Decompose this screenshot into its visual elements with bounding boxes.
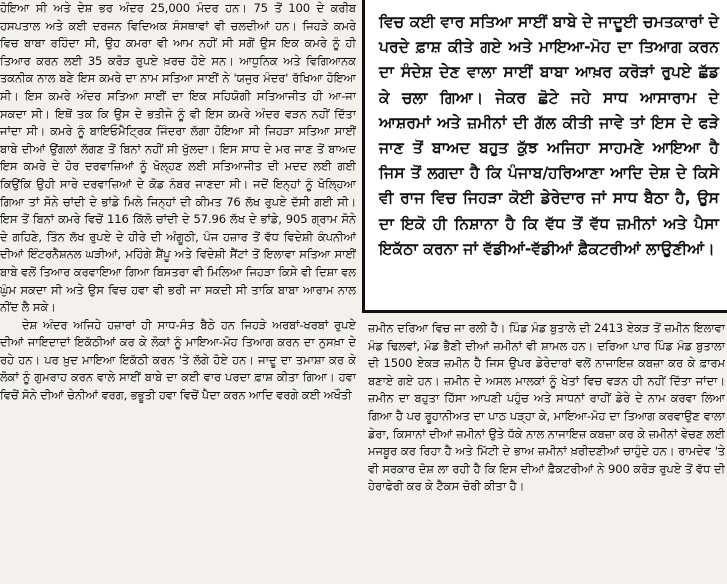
right-paragraph: ਜ਼ਮੀਨ ਦਰਿਆ ਵਿਚ ਜਾ ਰਲੀ ਹੈ। ਪਿੰਡ ਮੰਡ ਬੁਤਾਲੇ ਦੀ 2413 ਏਕੜ ਤੋਂ ਜ਼ਮੀਨ ਇਲਾਵਾ ਮੰਡ ਢਿਲਵਾਂ, ਮੰਡ ਭੈਣੀ ਦੀਆਂ ਜ਼ਮੀਨਾਂ ਵੀ ਸ਼ਾਮਲ ਹਨ। ਦਰਿਆ ਪਾਰ ਪਿੰਡ ਮੰਡ ਬੁਤਾਲਾ ਦੀ 1500 ਏਕੜ ਜ਼ਮੀਨ ਹੈ ਜਿਸ ਉਪਰ ਡੇਰੇਦਾਰਾਂ ਵਲੋਂ ਨਾਜਾਇਜ਼ ਕਬਜ਼ਾ ਕਰ ਕੇ ਫ਼ਾਰਮ ਬਣਾਏ ਗਏ ਹਨ। ਜ਼ਮੀਨ ਦੇ ਅਸਲ ਮਾਲਕਾਂ ਨੂੰ ਖੇਤਾਂ ਵਿਚ ਵੜਨ ਹੀ ਨਹੀਂ ਦਿੱਤਾ ਜਾਂਦਾ। ਜ਼ਮੀਨ ਦਾ ਬਹੁਤਾ ਹਿੱਸਾ ਆਪਣੀ ਪਹੁੰਚ ਅਤੇ ਸਾਧਨਾਂ ਰਾਹੀਂ ਡੇਰੇ ਦੇ ਨਾਮ ਕਰਵਾ ਲਿਆ ਗਿਆ ਹੈ ਪਰ ਰੂਹਾਨੀਅਤ ਦਾ ਪਾਠ ਪੜ੍ਹਾ ਕੇ, ਮਾਇਆ-ਮੋਹ ਦਾ ਤਿਆਗ ਕਰਵਾਉਣ ਵਾਲਾ ਡੇਰਾ, ਕਿਸਾਨਾਂ ਦੀਆਂ ਜ਼ਮੀਨਾਂ ਉਤੇ ਧੱਕੇ ਨਾਲ ਨਾਜਾਇਜ਼ ਕਬਜ਼ਾ ਕਰ ਕੇ ਜ਼ਮੀਨਾਂ ਵੇਚਣ ਲਈ ਮਜਬੂਰ ਕਰ ਰਿਹਾ ਹੈ ਅਤੇ ਮਿੱਟੀ ਦੇ ਭਾਅ ਜ਼ਮੀਨਾਂ ਖ਼ਰੀਦਣੀਆਂ ਚਾਹੁੰਦੇ ਹਨ। ਰਾਮਦੇਵ 'ਤੇ ਵੀ ਸਰਕਾਰ ਦੋਸ਼ ਲਾ ਰਹੀ ਹੈ ਕਿ ਇਸ ਦੀਆਂ ਫ਼ੈਕਟਰੀਆਂ ਨੇ 900 ਕਰੋੜ ਰੁਪਏ ਤੋਂ ਵੱਧ ਦੀ ਹੇਰਾਫੇਰੀ ਕਰ ਕੇ ਟੈਕਸ ਚੋਰੀ ਕੀਤਾ ਹੈ। <box>368 321 725 494</box>
left-column <box>0 0 356 584</box>
right-column <box>368 320 725 584</box>
left-paragraph-2: ਦੇਸ਼ ਅੰਦਰ ਅਜਿਹੇ ਹਜ਼ਾਰਾਂ ਹੀ ਸਾਧ-ਸੰਤ ਬੈਠੇ ਹਨ ਜਿਹੜੇ ਅਰਬਾਂ-ਖਰਬਾਂ ਰੁਪਏ ਦੀਆਂ ਜਾਇਦਾਦਾਂ ਇਕੱਠੀਆਂ ਕਰ ਕੇ ਲੋਕਾਂ ਨੂੰ ਮਾਇਆ-ਮੋਹ ਤਿਆਗ ਕਰਨ ਦਾ ਨੁਸਖ਼ਾ ਦੇ ਰਹੇ ਹਨ। ਪਰ ਖ਼ੁਦ ਮਾਇਆ ਇਕੱਠੀ ਕਰਨ 'ਤੇ ਲੱਗੇ ਹੋਏ ਹਨ। ਜਾਦੂ ਦਾ ਤਮਾਸ਼ਾ ਕਰ ਕੇ ਲੋਕਾਂ ਨੂੰ ਗੁਮਰਾਹ ਕਰਨ ਵਾਲੇ ਸਾਈਂ ਬਾਬੇ ਦਾ ਕਈ ਵਾਰ ਪਰਦਾ ਫ਼ਾਸ਼ ਕੀਤਾ ਗਿਆ। ਹਵਾ ਵਿਚੋਂ ਸੋਨੇ ਦੀਆਂ ਚੇਨੀਆਂ ਵਰਗ, ਭਭੂਤੀ ਹਵਾ ਵਿਚੋਂ ਪੈਦਾ ਕਰਨ ਆਦਿ ਵਰਗੇ ਕਈ ਅਖੌਤੀ <box>0 317 356 403</box>
pullquote-text: ਵਿਚ ਕਈ ਵਾਰ ਸਤਿਆ ਸਾਈਂ ਬਾਬੇ ਦੇ ਜਾਦੂਈ ਚਮਤਕਾਰਾਂ ਦੇ ਪਰਦੇ ਫ਼ਾਸ਼ ਕੀਤੇ ਗਏ ਅਤੇ ਮਾਇਆ-ਮੋਹ ਦਾ ਤਿਆਗ ਕਰਨ ਦਾ ਸੰਦੇਸ਼ ਦੇਣ ਵਾਲਾ ਸਾਈਂ ਬਾਬਾ ਆਖ਼ਰ ਕਰੋੜਾਂ ਰੁਪਏ ਛੱਡ ਕੇ ਚਲਾ ਗਿਆ। ਜੇਕਰ ਛੋਟੇ ਜਹੇ ਸਾਧ ਆਸਾਰਾਮ ਦੇ ਆਸ਼ਰਮਾਂ ਅਤੇ ਜ਼ਮੀਨਾਂ ਦੀ ਗੱਲ ਕੀਤੀ ਜਾਵੇ ਤਾਂ ਇਸ ਦੇ ਫੜੇ ਜਾਣ ਤੋਂ ਬਾਅਦ ਬਹੁਤ ਕੁੱਝ ਅਜਿਹਾ ਸਾਹਮਣੇ ਆਇਆ ਹੈ ਜਿਸ ਤੋਂ ਲਗਦਾ ਹੈ ਕਿ ਪੰਜਾਬ/ਹਰਿਆਣਾ ਆਦਿ ਦੇਸ਼ ਦੇ ਕਿਸੇ ਵੀ ਰਾਜ ਵਿਚ ਜਿਹੜਾ ਕੋਈ ਡੇਰੇਦਾਰ ਜਾਂ ਸਾਧ ਬੈਠਾ ਹੈ, ਉਸ ਦਾ ਇਕੋ ਹੀ ਨਿਸ਼ਾਨਾ ਹੈ ਕਿ ਵੱਧ ਤੋਂ ਵੱਧ ਜ਼ਮੀਨਾਂ ਅਤੇ ਪੈਸਾ ਇਕੱਠਾ ਕਰਨਾ ਜਾਂ ਵੱਡੀਆਂ-ਵੱਡੀਆਂ ਫ਼ੈਕਟਰੀਆਂ ਲਾਉਣੀਆਂ। <box>379 13 719 258</box>
pullquote-box <box>362 0 727 313</box>
left-paragraph-1: ਹੋਇਆ ਸੀ ਅਤੇ ਦੇਸ਼ ਭਰ ਅੰਦਰ 25,000 ਮੰਦਰ ਹਨ। 75 ਤੋਂ 100 ਦੇ ਕਰੀਬ ਹਸਪਤਾਲ ਅਤੇ ਕਈ ਦਰਜਨ ਵਿਦਿਅਕ ਸੰਸਥਾਵਾਂ ਵੀ ਚਲਦੀਆਂ ਹਨ। ਜਿਹੜੇ ਕਮਰੇ ਵਿਚ ਬਾਬਾ ਰਹਿੰਦਾ ਸੀ, ਉਹ ਕਮਰਾ ਵੀ ਆਮ ਨਹੀਂ ਸੀ ਸਗੋਂ ਉਸ ਇਕ ਕਮਰੇ ਨੂੰ ਹੀ ਤਿਆਰ ਕਰਨ ਲਈ 35 ਕਰੋੜ ਰੁਪਏ ਖ਼ਰਚ ਹੋਏ ਸਨ। ਆਧੁਨਿਕ ਅਤੇ ਵਿਗਿਆਨਕ ਤਕਨੀਕ ਨਾਲ ਬਣੇ ਇਸ ਕਮਰੇ ਦਾ ਨਾਮ ਸਤਿਆ ਸਾਈਂ ਨੇ 'ਯਜੁਰ ਮੰਦਰ' ਰੱਖਿਆ ਹੋਇਆ ਸੀ। ਇਸ ਕਮਰੇ ਅੰਦਰ ਸਤਿਆ ਸਾਈਂ ਦਾ ਇਕ ਸਹਿਯੋਗੀ ਸਤਿਆਜੀਤ ਹੀ ਆ-ਜਾ ਸਕਦਾ ਸੀ। ਇਥੋਂ ਤਕ ਕਿ ਉਸ ਦੇ ਭਤੀਜੇ ਨੂੰ ਵੀ ਇਸ ਕਮਰੇ ਅੰਦਰ ਵੜਨ ਨਹੀਂ ਦਿੱਤਾ ਜਾਂਦਾ ਸੀ। ਕਮਰੇ ਨੂੰ ਬਾਇਓਮੈਟ੍ਰਿਕ ਜਿੰਦਰਾ ਲੱਗਾ ਹੋਇਆ ਸੀ ਜਿਹੜਾ ਸਤਿਆ ਸਾਈਂ ਬਾਬੇ ਦੀਆਂ ਉਂਗਲਾਂ ਲੱਗਣ ਤੋਂ ਬਿਨਾਂ ਨਹੀਂ ਸੀ ਖੁੱਲਦਾ। ਇਸ ਸਾਧ ਦੇ ਮਰ ਜਾਣ ਤੋਂ ਬਾਅਦ ਇਸ ਕਮਰੇ ਦੇ ਹੋਰ ਦਰਵਾਜ਼ਿਆਂ ਨੂੰ ਖੋਲ੍ਹਣ ਲਈ ਸਤਿਆਜੀਤ ਦੀ ਮਦਦ ਲਈ ਗਈ ਕਿਉਂਕਿ ਉਹੀ ਸਾਰੇ ਦਰਵਾਜ਼ਿਆਂ ਦੇ ਕੋਡ ਨੰਬਰ ਜਾਣਦਾ ਸੀ। ਜਦੋਂ ਇਨ੍ਹਾਂ ਨੂੰ ਖੋਲ੍ਹਿਆ ਗਿਆ ਤਾਂ ਸੋਨੇ ਚਾਂਦੀ ਦੇ ਭਾਂਡੇ ਮਿਲੇ ਜਿਨ੍ਹਾਂ ਦੀ ਕੀਮਤ 76 ਲੱਖ ਰੁਪਏ ਦੱਸੀ ਗਈ ਸੀ। ਇਸ ਤੋਂ ਬਿਨਾਂ ਕਮਰੇ ਵਿਚੋਂ 116 ਕਿੱਲੋ ਚਾਂਦੀ ਦੇ 57.96 ਲੱਖ ਦੇ ਭਾਂਡੇ, 905 ਗ੍ਰਾਮ ਸੋਨੇ ਦੇ ਗਹਿਣੇ, ਤਿੰਨ ਲੱਖ ਰੁਪਏ ਦੇ ਹੀਰੇ ਦੀ ਅੰਗੂਠੀ, ਪੰਜ ਹਜ਼ਾਰ ਤੋਂ ਵੱਧ ਵਿਦੇਸ਼ੀ ਕੰਪਨੀਆਂ ਦੀਆਂ ਇੰਟਰਨੈਸ਼ਨਲ ਘੜੀਆਂ, ਮਹਿੰਗੇ ਸ਼ੈਂਪੂ ਅਤੇ ਵਿਦੇਸ਼ੀ ਸੈਂਟਾਂ ਤੋਂ ਇਲਾਵਾ ਸਤਿਆ ਸਾਈਂ ਬਾਬੇ ਵਲੋਂ ਤਿਆਰ ਕਰਵਾਇਆ ਗਿਆ ਬਿਸਤਰਾ ਵੀ ਮਿਲਿਆ ਜਿਹੜਾ ਕਿਸੇ ਵੀ ਦਿਸ਼ਾ ਵਲ ਘੁੰਮ ਸਕਦਾ ਸੀ ਅਤੇ ਉਸ ਵਿਚ ਹਵਾ ਵੀ ਭਰੀ ਜਾ ਸਕਦੀ ਸੀ ਤਾਕਿ ਬਾਬਾ ਆਰਾਮ ਨਾਲ ਨੀਂਦ ਲੈ ਸਕੇ। <box>0 1 356 315</box>
